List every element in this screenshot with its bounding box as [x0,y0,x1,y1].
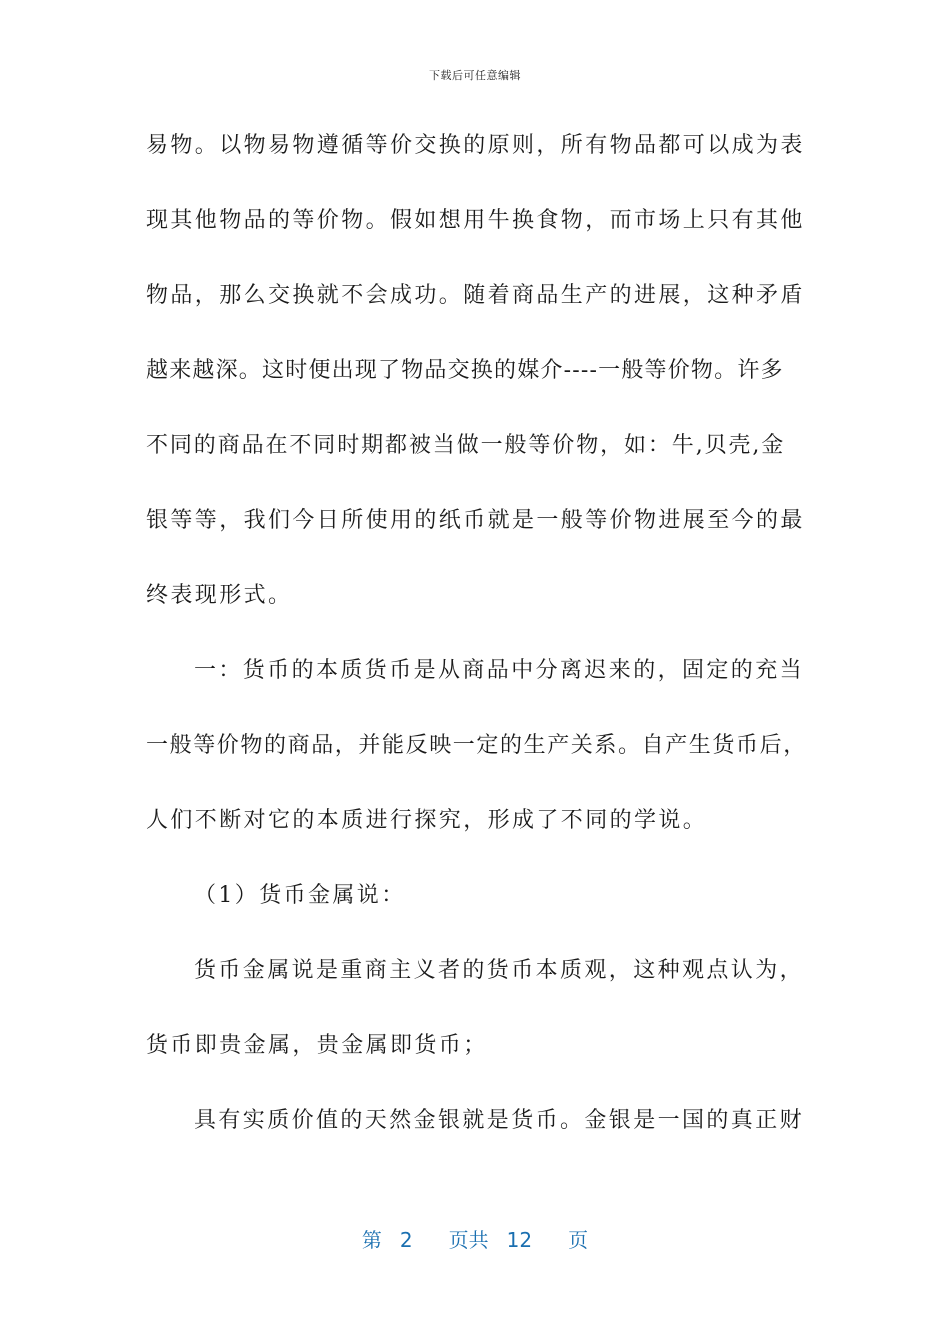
footer-total-pages: 12 [506,1228,533,1252]
text-line: 货币即贵金属，贵金属即货币； [146,1033,488,1058]
text-line: 人们不断对它的本质进行探究，形成了不同的学说。 [146,808,708,833]
page-footer [0,1224,950,1253]
text-line: 不同的商品在不同时期都被当做一般等价物，如：牛,贝壳,金 [146,433,786,458]
footer-middle: 页共 [448,1228,489,1252]
text-line: 货币金属说是重商主义者的货币本质观，这种观点认为， [194,958,805,983]
paragraph-heading-line: 一：货币的本质货币是从商品中分离迟来的，固定的充当 [194,658,805,683]
text-line: 物品，那么交换就不会成功。随着商品生产的进展，这种矛盾 [146,283,805,308]
page-header: 下载后可任意编辑 [429,69,521,82]
text-line: 具有实质价值的天然金银就是货币。金银是一国的真正财 [194,1108,805,1133]
text-line: 一般等价物的商品，并能反映一定的生产关系。自产生货币后， [146,733,807,758]
footer-suffix: 页 [568,1228,589,1252]
section-heading: （1）货币金属说： [194,883,406,908]
text-line: 现其他物品的等价物。假如想用牛换食物，而市场上只有其他 [146,208,805,233]
footer-page-number: 2 [399,1228,413,1252]
text-line: 易物。以物易物遵循等价交换的原则，所有物品都可以成为表 [146,133,805,158]
text-line: 终表现形式。 [146,583,293,608]
footer-prefix: 第 [361,1228,382,1252]
text-line: 越来越深。这时便出现了物品交换的媒介----一般等价物。许多 [146,358,784,383]
text-line: 银等等，我们今日所使用的纸币就是一般等价物进展至今的最 [146,508,805,533]
